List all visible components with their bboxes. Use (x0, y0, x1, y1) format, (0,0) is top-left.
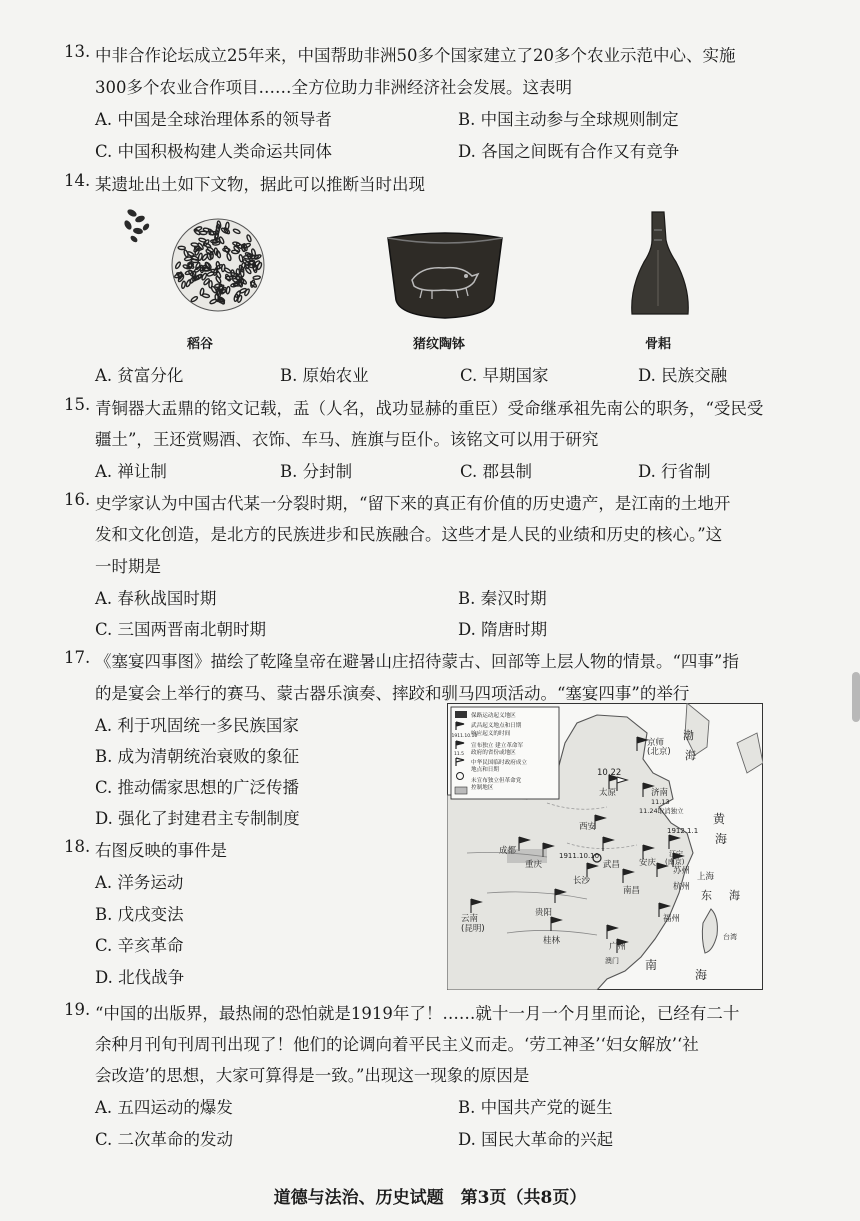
legend-date-1: 11.5 (454, 752, 465, 757)
label-jinan-cancel: 11.24取消独立 (639, 807, 684, 815)
label-guilin: 桂林 (543, 936, 561, 946)
label-kunming: (昆明) (461, 924, 485, 934)
q19-stem-line1: “中国的出版界，最热闹的恐怕就是1919年了！……就十一月一个月里而论，已经有二十 (95, 1004, 740, 1023)
q17-option-b: B. 成为清朝统治衰败的象征 (95, 747, 300, 766)
q13-option-d: D. 各国之间既有合作又有竞争 (458, 142, 680, 161)
label-hai2: 海 (715, 832, 728, 846)
label-hangzhou: 杭州 (673, 882, 691, 892)
legend-4: 政府的省份或地区 (471, 750, 516, 756)
label-beijing: (北京) (647, 747, 671, 757)
q15-stem-line2: 疆土”，王还赏赐酒、衣饰、车马、旌旗与臣仆。该铭文可以用于研究 (95, 430, 599, 449)
legend-1: 武昌起义地点和日期 (471, 723, 522, 729)
q14-stem: 某遗址出土如下文物，据此可以推断当时出现 (95, 175, 425, 194)
q18-option-c: C. 辛亥革命 (95, 936, 184, 955)
label-taiyuan: 太原 (599, 788, 617, 798)
q19-stem-line2: 余种月刊旬刊周刊出现了！他们的论调向着平民主义而走。‘劳工神圣’‘妇女解放’‘社 (95, 1035, 699, 1054)
label-yunnan: 云南 (461, 914, 479, 924)
label-shanghai: 上海 (697, 872, 715, 882)
label-date-nanjing: 1912.1.1 (667, 827, 699, 835)
label-jingshi: 京师 (647, 738, 665, 748)
q17-stem-line1: 《塞宴四事图》描绘了乾隆皇帝在避暑山庄招待蒙古、回部等上层人物的情景。“四事”指 (95, 652, 739, 671)
legend-8: 控制地区 (471, 785, 494, 791)
label-jinan: 济南 (651, 788, 669, 798)
rice-grain-artifact-image (118, 203, 278, 323)
legend-3: 宣布独立 建立革命军 (471, 743, 524, 749)
q16-stem-line2: 发和文化创造，是北方的民族进步和民族融合。这些才是人民的业绩和历史的核心。”这 (95, 525, 723, 544)
label-changsha: 长沙 (573, 876, 591, 886)
q17-option-d: D. 强化了封建君主专制制度 (95, 809, 300, 828)
bone-spade-image (624, 210, 694, 322)
q17-option-a: A. 利于巩固统一多民族国家 (95, 716, 299, 735)
q13-option-c: C. 中国积极构建人类命运共同体 (95, 142, 333, 161)
q18-option-a: A. 洋务运动 (95, 873, 184, 892)
q19-option-a: A. 五四运动的爆发 (95, 1098, 233, 1117)
label-date-wuchang: 1911.10.10 (559, 852, 600, 860)
q14-option-d: D. 民族交融 (638, 366, 728, 385)
label-guiyang: 贵阳 (535, 908, 553, 918)
q14-number: 14. (64, 171, 91, 190)
label-nanjing: (南京) (665, 858, 685, 866)
q14-option-c: C. 早期国家 (460, 366, 549, 385)
label-macau: 澳门 (605, 957, 619, 965)
caption-pig-bowl: 猪纹陶钵 (413, 337, 466, 352)
label-fuzhou: 福州 (663, 914, 681, 924)
page-footer: 道德与法治、历史试题 第3页（共8页） (273, 1188, 587, 1208)
q14-option-b: B. 原始农业 (280, 366, 369, 385)
legend-6: 地点和日期 (471, 767, 499, 773)
q13-option-b: B. 中国主动参与全球规则制定 (458, 110, 679, 129)
caption-rice: 稻谷 (187, 337, 214, 352)
label-taiwan: 台湾 (723, 933, 737, 941)
label-suzhou: 苏州 (673, 866, 691, 876)
label-huang: 黄 (713, 812, 726, 826)
q16-stem-line3: 一时期是 (95, 557, 161, 576)
q15-option-d: D. 行省制 (638, 462, 711, 481)
q18-option-d: D. 北伐战争 (95, 968, 185, 987)
q16-option-d: D. 隋唐时期 (458, 620, 548, 639)
q15-option-a: A. 禅让制 (95, 462, 167, 481)
q19-stem-line3: 会改造’的思想，大家可算得是一致。”出现这一现象的原因是 (95, 1066, 530, 1085)
scrollbar-thumb[interactable] (852, 672, 860, 722)
label-chengdu: 成都 (499, 846, 517, 856)
q18-stem: 右图反映的事件是 (95, 841, 227, 860)
label-bo: 渤 (683, 729, 694, 742)
legend-date-0: 1911.10.10 (451, 734, 478, 739)
q16-option-c: C. 三国两晋南北朝时期 (95, 620, 267, 639)
label-nanchang: 南昌 (623, 886, 641, 896)
q13-stem-line1: 中非合作论坛成立25年来，中国帮助非洲50多个国家建立了20多个农业示范中心、实施 (95, 46, 736, 65)
label-guangzhou: 广州 (609, 942, 627, 952)
legend-0: 保路运动起义地区 (471, 713, 516, 719)
q17-stem-line2: 的是宴会上举行的赛马、蒙古器乐演奏、摔跤和驯马四项活动。“塞宴四事”的举行 (95, 684, 690, 703)
label-date-taiyuan: 10.22 (597, 768, 622, 778)
q13-option-a: A. 中国是全球治理体系的领导者 (95, 110, 332, 129)
legend-2: 响应起义的时间 (471, 731, 511, 737)
legend-5: 中华民国临时政府成立 (471, 760, 527, 766)
q16-option-a: A. 春秋战国时期 (95, 589, 217, 608)
q19-option-b: B. 中国共产党的诞生 (458, 1098, 613, 1117)
q16-number: 16. (64, 490, 91, 509)
label-anqing: 安庆 (639, 858, 657, 868)
q14-option-a: A. 贫富分化 (95, 366, 184, 385)
q15-option-c: C. 郡县制 (460, 462, 533, 481)
label-hai3: 海 (729, 889, 740, 902)
q15-number: 15. (64, 395, 91, 414)
q18-number: 18. (64, 837, 91, 856)
legend-7: 未宣布独立但革命党 (471, 778, 522, 784)
q17-option-c: C. 推动儒家思想的广泛传播 (95, 778, 300, 797)
q17-number: 17. (64, 648, 91, 667)
label-dong: 东 (701, 889, 712, 902)
pig-pattern-pottery-bowl-image (382, 228, 508, 324)
xinhai-revolution-map (447, 703, 763, 990)
caption-bone-spade: 骨耜 (645, 337, 672, 352)
q19-option-c: C. 二次革命的发动 (95, 1130, 234, 1149)
q15-option-b: B. 分封制 (280, 462, 353, 481)
label-hai4: 海 (695, 968, 708, 982)
label-nan: 南 (645, 958, 658, 972)
label-xian: 西安 (579, 822, 597, 832)
q16-stem-line1: 史学家认为中国古代某一分裂时期，“留下来的真正有价值的历史遗产，是江南的土地开 (95, 494, 731, 513)
q15-stem-line1: 青铜器大盂鼎的铭文记载，盂（人名，战功显赫的重臣）受命继承祖先南公的职务，“受民受 (95, 399, 764, 418)
q19-option-d: D. 国民大革命的兴起 (458, 1130, 614, 1149)
q16-option-b: B. 秦汉时期 (458, 589, 547, 608)
q18-option-b: B. 戊戌变法 (95, 905, 184, 924)
label-hai1: 海 (685, 749, 696, 762)
small-rice-cluster (123, 208, 151, 244)
label-jiangning: 江宁 (669, 850, 683, 858)
q19-number: 19. (64, 1000, 91, 1019)
q13-stem-line2: 300多个农业合作项目……全方位助力非洲经济社会发展。这表明 (95, 78, 572, 97)
label-chongqing: 重庆 (525, 860, 543, 870)
label-wuchang: 武昌 (603, 860, 621, 870)
q13-number: 13. (64, 42, 91, 61)
label-date-jinan: 11.13 (651, 798, 670, 806)
